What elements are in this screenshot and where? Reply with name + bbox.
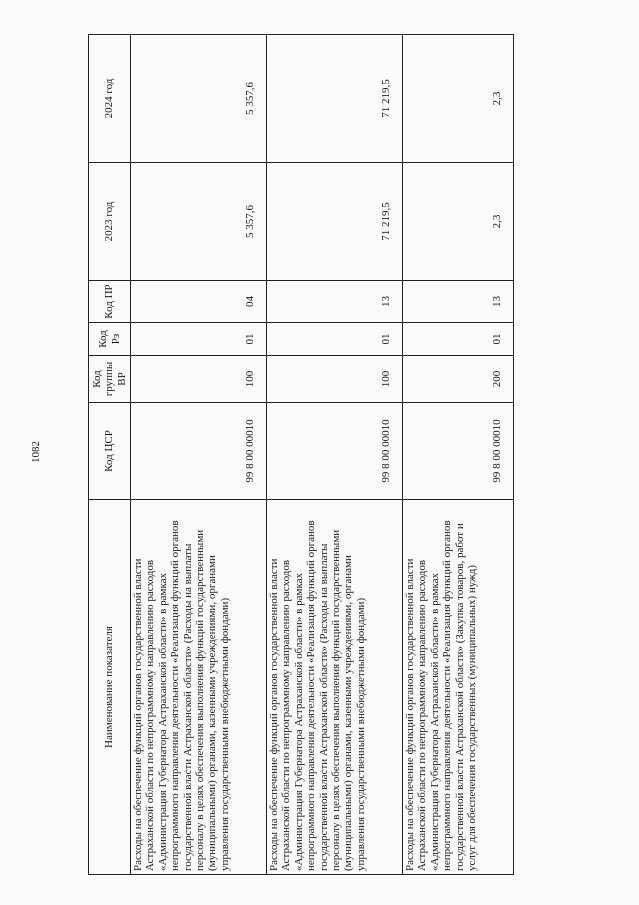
row-2024-cell: 5 357,6 [131, 35, 267, 163]
header-csr: Код ЦСР [89, 403, 131, 500]
row-2023-cell: 71 219,5 [267, 163, 403, 281]
row-2023-cell: 5 357,6 [131, 163, 267, 281]
row-vr-cell: 100 [267, 356, 403, 403]
table-row [403, 35, 514, 875]
rotated-table-container [88, 35, 513, 875]
row-2023-cell: 2,3 [403, 163, 514, 281]
row-csr-cell: 99 8 00 00010 [131, 403, 267, 500]
row-csr-cell: 99 8 00 00010 [403, 403, 514, 500]
header-2024: 2024 год [89, 35, 131, 163]
row-name-cell: Расходы на обеспечение функций органов государственной власти Астраханской области по непрограммному направлению расходов «Администрация Губернатора Астраханской области» в рамках непрограммного направления деятельности «Реализация функций органов государственной власти Астраханской области» (Расходы на выплаты персоналу в целях обеспечения выполнения функций государственными (муниципальными) органами, казенными учреждениями, органами управления государственными внебюджетными фондами) [267, 500, 403, 875]
row-2024-cell: 2,3 [403, 35, 514, 163]
table-row [131, 35, 267, 875]
row-pr-cell: 04 [131, 281, 267, 323]
header-2023: 2023 год [89, 163, 131, 281]
page-number: 1082 [30, 441, 42, 463]
header-name: Наименование показателя [89, 500, 131, 875]
row-csr-cell: 99 8 00 00010 [267, 403, 403, 500]
table-header-row [89, 35, 131, 875]
header-pr: Код ПР [89, 281, 131, 323]
row-vr-cell: 100 [131, 356, 267, 403]
header-vr: Код группы ВР [89, 356, 131, 403]
table-row [267, 35, 403, 875]
budget-table [88, 34, 514, 875]
row-pr-cell: 13 [403, 281, 514, 323]
row-rz-cell: 01 [403, 323, 514, 356]
row-pr-cell: 13 [267, 281, 403, 323]
row-name-cell: Расходы на обеспечение функций органов государственной власти Астраханской области по непрограммному направлению расходов «Администрация Губернатора Астраханской области» в рамках непрограммного направления деятельности «Реализация функций органов государственной власти Астраханской области» (Расходы на выплаты персоналу в целях обеспечения выполнения функций государственными (муниципальными) органами, казенными учреждениями, органами управления государственными внебюджетными фондами) [131, 500, 267, 875]
row-rz-cell: 01 [267, 323, 403, 356]
header-rz: Код Рз [89, 323, 131, 356]
row-2024-cell: 71 219,5 [267, 35, 403, 163]
row-rz-cell: 01 [131, 323, 267, 356]
row-vr-cell: 200 [403, 356, 514, 403]
row-name-cell: Расходы на обеспечение функций органов государственной власти Астраханской области по непрограммному направлению расходов «Администрация Губернатора Астраханской области» в рамках непрограммного направления деятельности «Реализация функций органов государственной власти Астраханской области» (Закупка товаров, работ и услуг для обеспечения государственных (муниципальных) нужд) [403, 500, 514, 875]
